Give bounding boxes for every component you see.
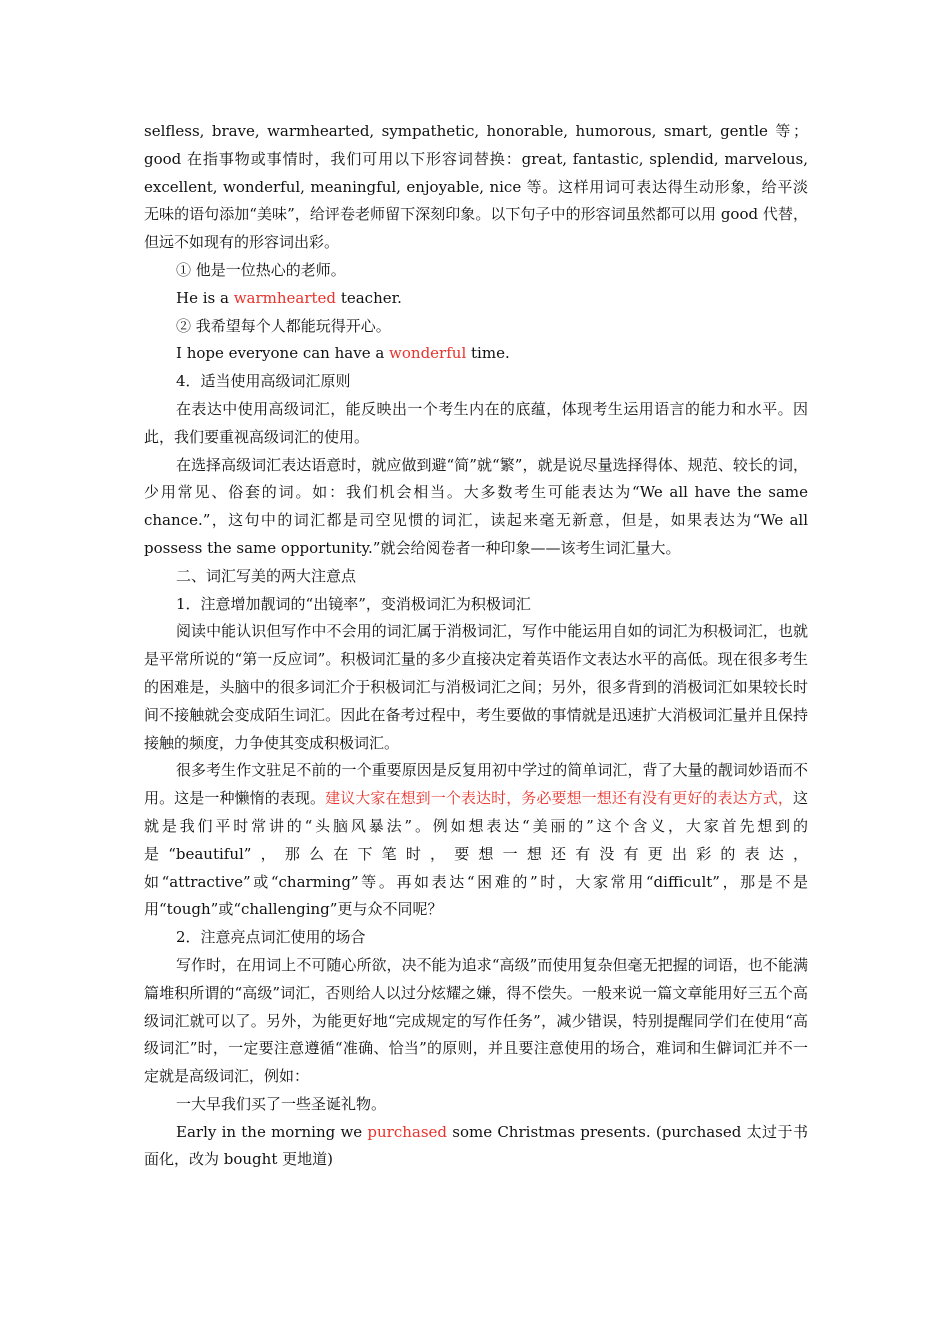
paragraph	[144, 257, 808, 285]
paragraph	[144, 757, 808, 924]
paragraph	[144, 1091, 808, 1119]
text-segment: 这就是我们平时常讲的“头脑风暴法”。例如想表达“美丽的”这个含义，大家首先想到的是“beautiful”，那么在下笔时，要想一想还有没有更出彩的表达，如“attractive”或“charming”等。再如表达“困难的”时，大家常用“difficult”，那是不是用“tough”或“challenging”更与众不同呢？	[144, 789, 808, 919]
paragraph	[144, 618, 808, 757]
paragraph	[144, 563, 808, 591]
text-segment: ① 他是一位热心的老师。	[176, 260, 346, 279]
text-segment: 2．注意亮点词汇使用的场合	[176, 928, 366, 947]
paragraph	[144, 285, 808, 313]
text-segment: teacher.	[336, 288, 402, 307]
paragraph	[144, 952, 808, 1091]
text-segment: 很多考生作文驻足不前的一个重要原因是反复用初中学过的简单词汇，背了大量的靓词妙语而不用。这是一种懒惰的表现。	[144, 761, 808, 808]
text-segment: 4．适当使用高级词汇原则	[176, 372, 351, 391]
document-body	[144, 118, 808, 1174]
paragraph	[144, 1119, 808, 1175]
text-segment: 写作时，在用词上不可随心所欲，决不能为追求“高级”而使用复杂但毫无把握的词语，也不能满篇堆积所谓的“高级”词汇，否则给人以过分炫耀之嫌，得不偿失。一般来说一篇文章能用好三五个高级词汇就可以了。另外，为能更好地“完成规定的写作任务”，减少错误，特别提醒同学们在使用“高级词汇”时，一定要注意遵循“准确、恰当”的原则，并且要注意使用的场合，难词和生僻词汇并不一定就是高级词汇，例如：	[144, 955, 808, 1086]
text-segment: selfless, brave, warmhearted, sympathetic, honorable, humorous, smart, gentle 等；good 在指事物或事情时，我们可用以下形容词替换：great, fantastic, splendid, marvelous, excellent, wonderful, meaningful, enjoyable, nice 等。这样用词可表达得生动形象，给平淡无味的语句添加“美味”，给评卷老师留下深刻印象。以下句子中的形容词虽然都可以用 good 代替，但远不如现有的形容词出彩。	[144, 122, 808, 252]
text-segment: I hope everyone can have a	[176, 344, 390, 363]
highlighted-text: wonderful	[389, 344, 467, 363]
paragraph	[144, 340, 808, 368]
text-segment: 二、词汇写美的两大注意点	[176, 566, 357, 585]
text-segment: Early in the morning we	[176, 1122, 368, 1141]
text-segment: some Christmas presents. (purchased 太过于书面化，改为 bought 更地道)	[144, 1122, 808, 1169]
paragraph	[144, 452, 808, 563]
paragraph	[144, 924, 808, 952]
text-segment: ② 我希望每个人都能玩得开心。	[176, 316, 391, 335]
paragraph	[144, 313, 808, 341]
text-segment: 1．注意增加靓词的“出镜率”，变消极词汇为积极词汇	[176, 594, 531, 613]
paragraph	[144, 118, 808, 257]
text-segment: 一大早我们买了一些圣诞礼物。	[176, 1094, 387, 1113]
text-segment: He is a	[176, 288, 234, 307]
text-segment: time.	[466, 344, 510, 363]
text-segment: 阅读中能认识但写作中不会用的词汇属于消极词汇，写作中能运用自如的词汇为积极词汇，也就是平常所说的“第一反应词”。积极词汇量的多少直接决定着英语作文表达水平的高低。现在很多考生的困难是，头脑中的很多词汇介于积极词汇与消极词汇之间；另外，很多背到的消极词汇如果较长时间不接触就会变成陌生词汇。因此在备考过程中，考生要做的事情就是迅速扩大消极词汇量并且保持接触的频度，力争使其变成积极词汇。	[144, 622, 808, 752]
highlighted-text: warmhearted	[233, 288, 337, 307]
paragraph	[144, 396, 808, 452]
highlighted-text: purchased	[367, 1122, 448, 1141]
paragraph	[144, 591, 808, 619]
highlighted-text: 建议大家在想到一个表达时，务必要想一想还有没有更好的表达方式，	[325, 789, 793, 808]
text-segment: 在表达中使用高级词汇，能反映出一个考生内在的底蕴，体现考生运用语言的能力和水平。因此，我们要重视高级词汇的使用。	[144, 399, 808, 446]
paragraph	[144, 368, 808, 396]
text-segment: 在选择高级词汇表达语意时，就应做到避“简”就“繁”，就是说尽量选择得体、规范、较长的词，少用常见、俗套的词。如：我们机会相当。大多数考生可能表达为“We all have the same chance.”，这句中的词汇都是司空见惯的词汇，读起来毫无新意，但是，如果表达为“We all possess the same opportunity.”就会给阅卷者一种印象——该考生词汇量大。	[144, 455, 808, 557]
